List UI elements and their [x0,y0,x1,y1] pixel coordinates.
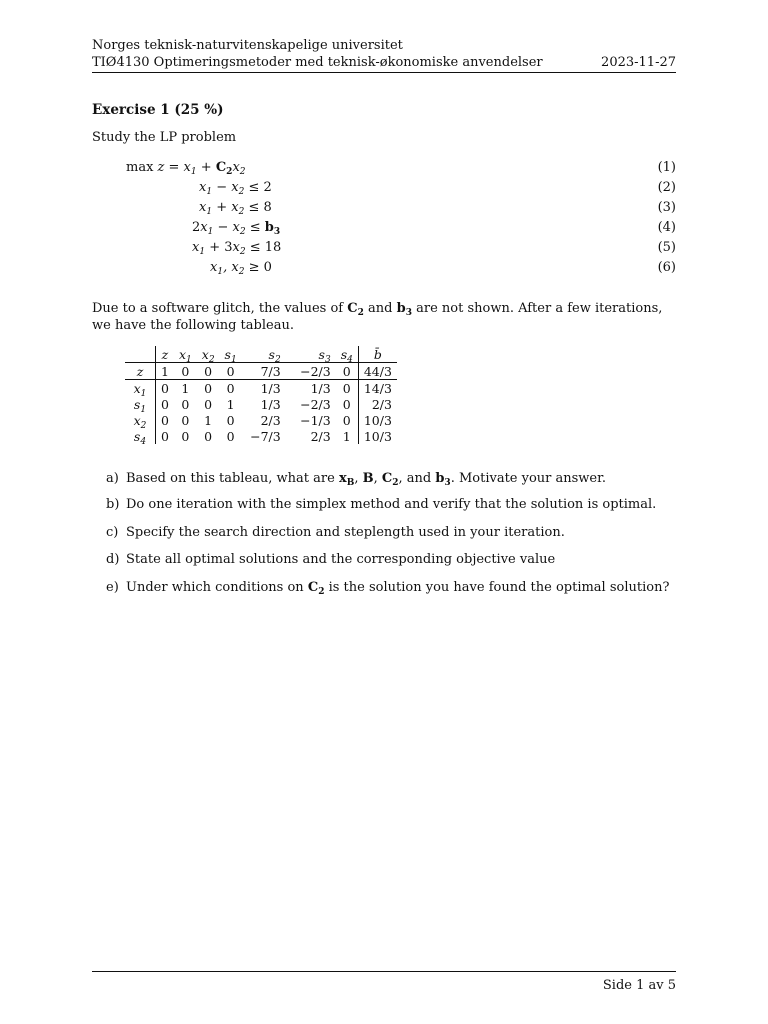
tableau-row [125,412,397,428]
column-header: $s_2$ [268,346,281,365]
tableau-cell: 0 [181,428,190,444]
equation-row-constraint-3 [92,220,676,240]
constraint-3: $2x_1 - x_2 \le b_3$ [192,220,281,237]
tableau-cell: −2/3 [286,363,336,380]
nonnegativity-constraint: $x_1$, $x_2 \ge 0$ [210,260,272,277]
tableau-cell: 0 [161,412,169,428]
tableau-row [125,396,397,412]
row-basis-label: z [125,363,156,380]
question-text: Specify the search direction and steplength used in your iteration. [126,525,565,540]
equation-row-nonnegativity [92,260,676,280]
tableau-row [125,380,397,397]
tableau-cell: 0 [220,363,242,380]
tableau-cell: −1/3 [300,412,331,428]
equation-row-constraint-4 [92,240,676,260]
tableau-cell: −7/3 [250,428,281,444]
exam-date: 2023-11-27 [601,55,676,70]
row-basis-label: $s_1$ [125,396,156,412]
column-header: $s_4$ [340,346,353,365]
tableau-cell: 0 [226,428,235,444]
objective-function: $\max z = x_1 + C_2x_2$ [126,160,246,177]
question-label: e) [106,580,119,595]
paragraph-text: Due to a software glitch, the values of [92,301,344,316]
tableau-cell: 2/3 [260,412,281,428]
tableau-cell: 1 [181,380,190,396]
tableau-cell: 0 [342,396,351,412]
equation-number: (4) [657,220,676,235]
tableau-cell: 0 [161,428,169,444]
tableau-cell: 0 [342,380,351,396]
equation-row-constraint-2 [92,200,676,220]
tableau-cell: 1/3 [310,380,331,396]
page-number: Side 1 av 5 [602,978,676,993]
tableau-row [125,428,397,444]
question-label: c) [106,525,119,540]
tableau-row [125,363,397,380]
equation-number: (6) [657,260,676,275]
tableau-cell: 7/3 [242,363,286,380]
question-text: Under which conditions on $C_2$ is the solution you have found the optimal solution? [126,580,670,597]
tableau-header-row [125,346,397,363]
rhs-cell: 10/3 [358,412,397,428]
equation-row-objective [92,160,676,180]
tableau-cell: 0 [174,363,197,380]
equation-number: (2) [657,180,676,195]
tableau-cell: 0 [204,396,213,412]
column-header: z [161,346,169,362]
column-header: $x_1$ [178,346,192,365]
course-title: TIØ4130 Optimeringsmetoder med teknisk-økonomiske anvendelser [92,55,543,70]
tableau-cell: 0 [226,380,235,396]
tableau-cell: −2/3 [300,396,331,412]
constraint-1: $x_1 - x_2 \le 2$ [199,180,272,197]
tableau-cell: 0 [342,412,351,428]
question-text: Do one iteration with the simplex method and verify that the solution is optimal. [126,497,657,512]
row-basis-label: $s_4$ [125,428,156,444]
constraint-2: $x_1 + x_2 \le 8$ [199,200,272,217]
rhs-cell: 10/3 [358,428,397,444]
exercise-title: Exercise 1 (25 %) [92,102,224,118]
footer-divider [92,971,676,972]
tableau-cell: 1 [342,428,351,444]
tableau-cell: 1/3 [260,396,281,412]
tableau-cell: 0 [336,363,359,380]
glitch-paragraph: Due to a software glitch, the values of $C_2$ and $b_3$ are not shown. After a few iterations, we have the following tableau. [92,301,663,333]
institution-name: Norges teknisk-naturvitenskapelige universitet [92,38,403,53]
tableau-cell: 0 [204,428,213,444]
column-header-rhs: b̄ [358,346,397,363]
column-header: $x_2$ [201,346,215,365]
tableau-cell: 0 [181,412,190,428]
constraint-4: $x_1 + 3x_2 \le 18$ [192,240,282,257]
column-header: $s_3$ [318,346,331,365]
equation-number: (5) [657,240,676,255]
question-label: d) [106,552,120,567]
column-header: $s_1$ [224,346,237,365]
tableau-cell: 1/3 [260,380,281,396]
tableau-body [125,363,397,445]
equation-row-constraint-1 [92,180,676,200]
tableau-cell: 0 [161,380,169,396]
rhs-cell: 2/3 [358,396,397,412]
equation-number: (1) [657,160,676,175]
paragraph-text: are not shown. After a few iterations, we have the following tableau. [92,301,663,333]
row-basis-label: $x_2$ [125,412,156,428]
row-basis-label: $x_1$ [125,380,156,397]
rhs-cell: 14/3 [358,380,397,397]
tableau-cell: 0 [197,363,220,380]
paragraph-text: and [368,301,393,316]
question-text: State all optimal solutions and the corresponding objective value [126,552,556,567]
simplex-tableau [125,346,397,447]
question-text: Based on this tableau, what are $x_B$, B, $C_2$, and $b_3$. Motivate your answer. [126,471,607,488]
tableau-cell: 1 [156,363,174,380]
exercise-intro: Study the LP problem [92,130,237,145]
question-label: a) [106,471,119,486]
tableau-corner [125,346,156,363]
tableau-cell: 0 [161,396,169,412]
tableau-cell: 2/3 [310,428,331,444]
header-divider [92,72,676,73]
tableau-cell: 0 [204,380,213,396]
tableau-cell: 1 [226,396,235,412]
tableau-cell: 1 [204,412,213,428]
rhs-cell: 44/3 [358,363,397,380]
tableau-cell: 0 [181,396,190,412]
equation-number: (3) [657,200,676,215]
question-label: b) [106,497,120,512]
tableau-cell: 0 [226,412,235,428]
